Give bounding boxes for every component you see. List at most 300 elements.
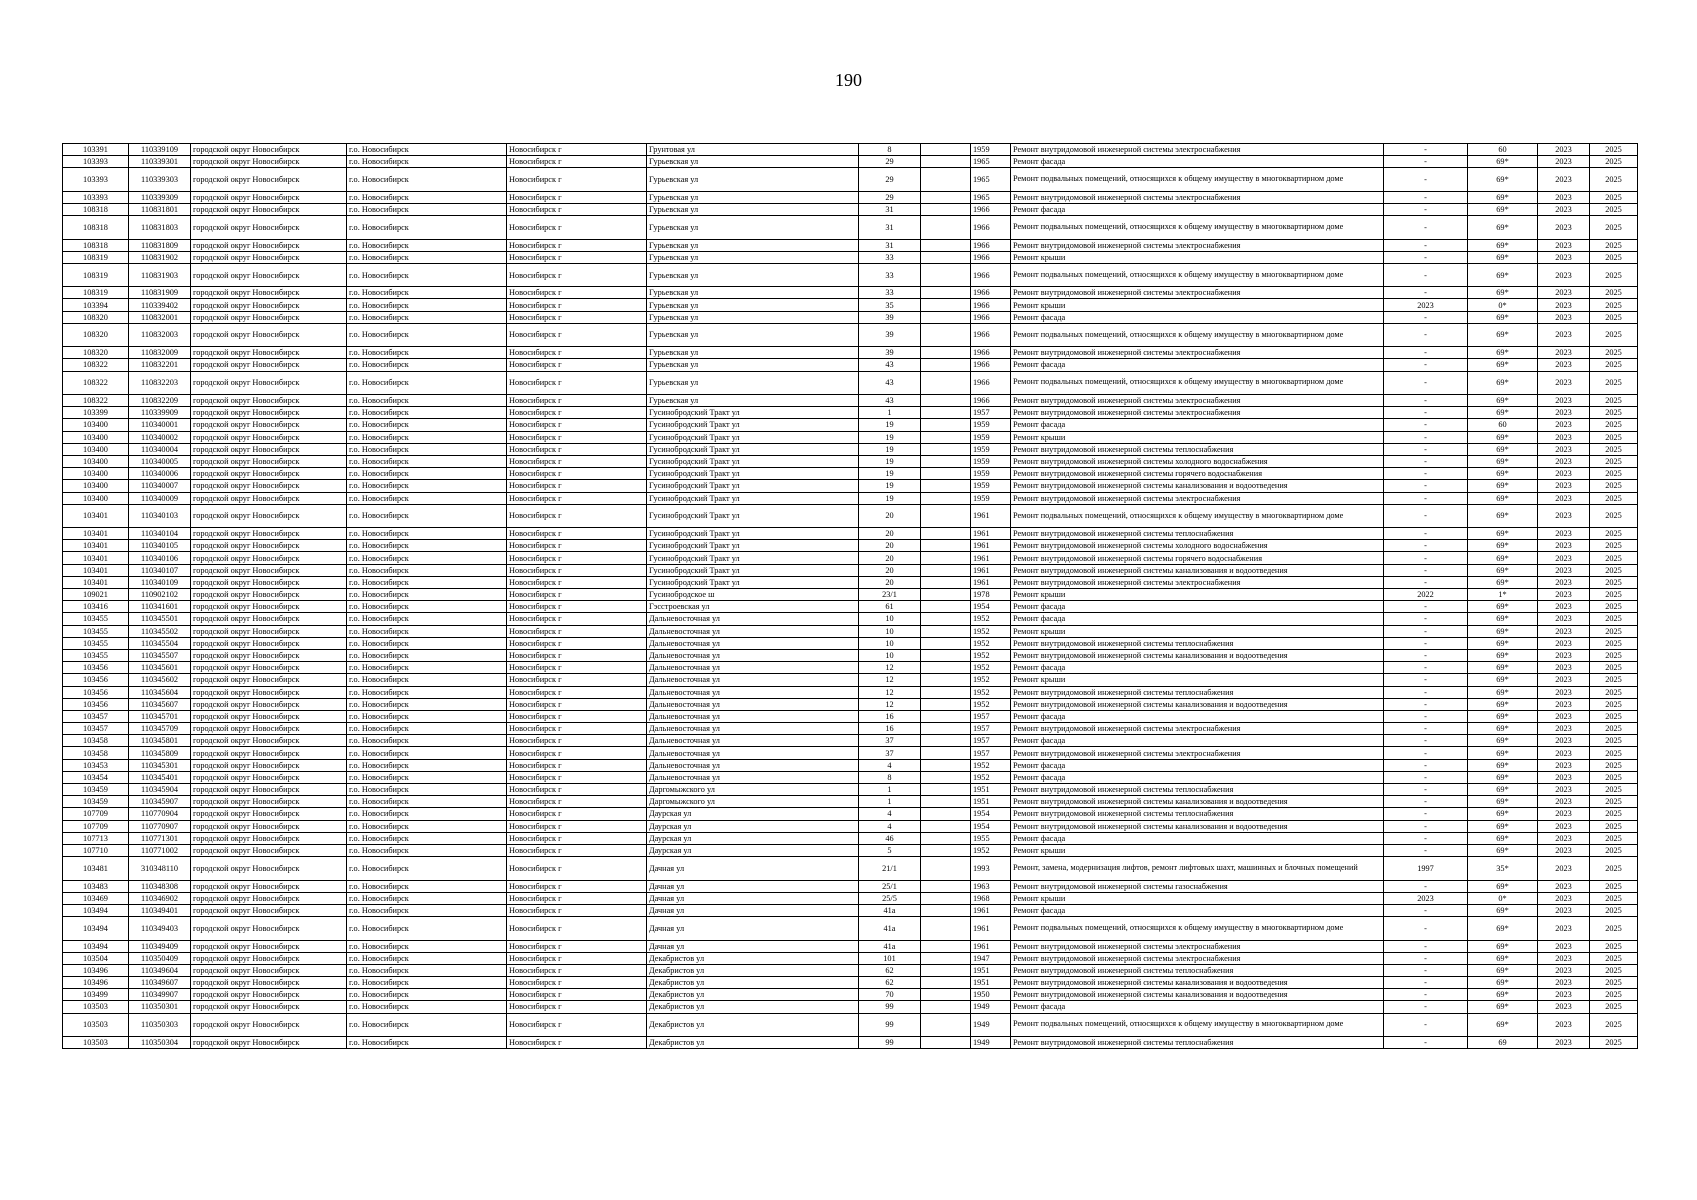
cell-house-number: 33 bbox=[859, 263, 921, 286]
cell-municipality: городской округ Новосибирск bbox=[191, 1013, 347, 1036]
cell-street: Гурьевская ул bbox=[647, 156, 859, 168]
cell-plan-end-year: 2025 bbox=[1590, 832, 1638, 844]
cell-building bbox=[921, 203, 971, 215]
cell-wear-percent: 69* bbox=[1468, 952, 1538, 964]
cell-settlement: Новосибирск г bbox=[507, 552, 647, 564]
cell-settlement: Новосибирск г bbox=[507, 989, 647, 1001]
cell-street: Гурьевская ул bbox=[647, 168, 859, 191]
table-row bbox=[63, 540, 1638, 552]
cell-last-repair-year: - bbox=[1384, 144, 1468, 156]
cell-house-id: 103496 bbox=[63, 964, 129, 976]
cell-district: г.о. Новосибирск bbox=[347, 698, 507, 710]
cell-municipality: городской округ Новосибирск bbox=[191, 735, 347, 747]
cell-municipality: городской округ Новосибирск bbox=[191, 796, 347, 808]
cell-settlement: Новосибирск г bbox=[507, 723, 647, 735]
cell-work-id: 110349409 bbox=[129, 940, 191, 952]
cell-work-id: 110832003 bbox=[129, 323, 191, 346]
cell-work-id: 110349607 bbox=[129, 977, 191, 989]
cell-plan-start-year: 2023 bbox=[1538, 917, 1590, 940]
cell-work-id: 110339402 bbox=[129, 299, 191, 311]
cell-municipality: городской округ Новосибирск bbox=[191, 662, 347, 674]
cell-plan-start-year: 2023 bbox=[1538, 892, 1590, 904]
cell-work-id: 110340104 bbox=[129, 528, 191, 540]
cell-house-id: 103399 bbox=[63, 407, 129, 419]
cell-street: Дачная ул bbox=[647, 880, 859, 892]
cell-last-repair-year: - bbox=[1384, 808, 1468, 820]
cell-building bbox=[921, 239, 971, 251]
cell-last-repair-year: - bbox=[1384, 710, 1468, 722]
cell-wear-percent: 69* bbox=[1468, 492, 1538, 504]
cell-work-type: Ремонт внутридомовой инженерной системы горячего водоснабжения bbox=[1011, 468, 1384, 480]
cell-work-id: 110340006 bbox=[129, 468, 191, 480]
cell-building bbox=[921, 504, 971, 527]
cell-wear-percent: 69* bbox=[1468, 808, 1538, 820]
cell-street: Декабристов ул bbox=[647, 977, 859, 989]
cell-settlement: Новосибирск г bbox=[507, 347, 647, 359]
table-row bbox=[63, 216, 1638, 239]
cell-house-id: 103416 bbox=[63, 601, 129, 613]
table-row bbox=[63, 443, 1638, 455]
cell-build-year: 1957 bbox=[971, 407, 1011, 419]
cell-plan-end-year: 2025 bbox=[1590, 168, 1638, 191]
cell-municipality: городской округ Новосибирск bbox=[191, 637, 347, 649]
cell-plan-end-year: 2025 bbox=[1590, 808, 1638, 820]
cell-work-type: Ремонт крыши bbox=[1011, 299, 1384, 311]
cell-street: Даурская ул bbox=[647, 808, 859, 820]
cell-work-type: Ремонт, замена, модернизация лифтов, ремонт лифтовых шахт, машинных и блочных помещений bbox=[1011, 857, 1384, 880]
cell-wear-percent: 69* bbox=[1468, 796, 1538, 808]
cell-build-year: 1966 bbox=[971, 359, 1011, 371]
cell-work-type: Ремонт внутридомовой инженерной системы канализования и водоотведения bbox=[1011, 698, 1384, 710]
cell-settlement: Новосибирск г bbox=[507, 359, 647, 371]
cell-settlement: Новосибирск г bbox=[507, 492, 647, 504]
cell-work-type: Ремонт внутридомовой инженерной системы электроснабжения bbox=[1011, 347, 1384, 359]
cell-work-type: Ремонт подвальных помещений, относящихся к общему имуществу в многоквартирном доме bbox=[1011, 917, 1384, 940]
cell-last-repair-year: - bbox=[1384, 239, 1468, 251]
cell-work-id: 110349907 bbox=[129, 989, 191, 1001]
cell-build-year: 1966 bbox=[971, 263, 1011, 286]
cell-street: Гусинобродский Тракт ул bbox=[647, 504, 859, 527]
table-row bbox=[63, 311, 1638, 323]
cell-build-year: 1966 bbox=[971, 251, 1011, 263]
cell-house-number: 62 bbox=[859, 977, 921, 989]
table-row bbox=[63, 239, 1638, 251]
cell-last-repair-year: - bbox=[1384, 191, 1468, 203]
cell-wear-percent: 69* bbox=[1468, 784, 1538, 796]
cell-district: г.о. Новосибирск bbox=[347, 964, 507, 976]
cell-work-type: Ремонт фасада bbox=[1011, 735, 1384, 747]
table-row bbox=[63, 977, 1638, 989]
cell-municipality: городской округ Новосибирск bbox=[191, 468, 347, 480]
cell-build-year: 1966 bbox=[971, 347, 1011, 359]
cell-work-type: Ремонт внутридомовой инженерной системы теплоснабжения bbox=[1011, 964, 1384, 976]
cell-house-number: 29 bbox=[859, 191, 921, 203]
cell-build-year: 1959 bbox=[971, 443, 1011, 455]
table-row bbox=[63, 759, 1638, 771]
cell-house-id: 103400 bbox=[63, 419, 129, 431]
table-row bbox=[63, 735, 1638, 747]
table-row bbox=[63, 419, 1638, 431]
cell-last-repair-year: - bbox=[1384, 287, 1468, 299]
cell-street: Дальневосточная ул bbox=[647, 613, 859, 625]
cell-house-number: 20 bbox=[859, 564, 921, 576]
cell-district: г.о. Новосибирск bbox=[347, 468, 507, 480]
cell-wear-percent: 69* bbox=[1468, 844, 1538, 856]
cell-plan-end-year: 2025 bbox=[1590, 311, 1638, 323]
cell-street: Гусинобродский Тракт ул bbox=[647, 540, 859, 552]
cell-plan-start-year: 2023 bbox=[1538, 832, 1590, 844]
cell-work-type: Ремонт крыши bbox=[1011, 431, 1384, 443]
cell-street: Гусинобродское ш bbox=[647, 589, 859, 601]
cell-plan-start-year: 2023 bbox=[1538, 492, 1590, 504]
cell-work-id: 110832209 bbox=[129, 395, 191, 407]
table-row bbox=[63, 468, 1638, 480]
cell-municipality: городской округ Новосибирск bbox=[191, 686, 347, 698]
cell-municipality: городской округ Новосибирск bbox=[191, 723, 347, 735]
cell-building bbox=[921, 468, 971, 480]
cell-work-id: 110340004 bbox=[129, 443, 191, 455]
cell-house-id: 108322 bbox=[63, 359, 129, 371]
cell-settlement: Новосибирск г bbox=[507, 808, 647, 820]
table-row bbox=[63, 649, 1638, 661]
cell-last-repair-year: 1997 bbox=[1384, 857, 1468, 880]
cell-work-type: Ремонт фасада bbox=[1011, 613, 1384, 625]
cell-street: Дальневосточная ул bbox=[647, 686, 859, 698]
cell-municipality: городской округ Новосибирск bbox=[191, 311, 347, 323]
cell-house-id: 108320 bbox=[63, 323, 129, 346]
cell-building bbox=[921, 443, 971, 455]
cell-last-repair-year: - bbox=[1384, 528, 1468, 540]
cell-last-repair-year: - bbox=[1384, 747, 1468, 759]
cell-street: Дачная ул bbox=[647, 940, 859, 952]
table-row bbox=[63, 504, 1638, 527]
cell-street: Гурьевская ул bbox=[647, 216, 859, 239]
cell-house-number: 41а bbox=[859, 904, 921, 916]
cell-last-repair-year: - bbox=[1384, 662, 1468, 674]
cell-build-year: 1949 bbox=[971, 1013, 1011, 1036]
cell-work-type: Ремонт крыши bbox=[1011, 589, 1384, 601]
cell-house-id: 103400 bbox=[63, 468, 129, 480]
cell-municipality: городской округ Новосибирск bbox=[191, 347, 347, 359]
cell-settlement: Новосибирск г bbox=[507, 156, 647, 168]
cell-house-number: 4 bbox=[859, 820, 921, 832]
cell-work-id: 310348110 bbox=[129, 857, 191, 880]
cell-work-type: Ремонт фасада bbox=[1011, 601, 1384, 613]
cell-work-id: 110345301 bbox=[129, 759, 191, 771]
cell-work-type: Ремонт внутридомовой инженерной системы электроснабжения bbox=[1011, 940, 1384, 952]
cell-work-type: Ремонт подвальных помещений, относящихся к общему имуществу в многоквартирном доме bbox=[1011, 504, 1384, 527]
cell-plan-start-year: 2023 bbox=[1538, 735, 1590, 747]
cell-last-repair-year: - bbox=[1384, 504, 1468, 527]
cell-work-id: 110345401 bbox=[129, 771, 191, 783]
cell-street: Гусинобродский Тракт ул bbox=[647, 492, 859, 504]
cell-work-id: 110349403 bbox=[129, 917, 191, 940]
cell-street: Декабристов ул bbox=[647, 1001, 859, 1013]
cell-building bbox=[921, 371, 971, 394]
cell-work-id: 110341601 bbox=[129, 601, 191, 613]
cell-house-id: 103400 bbox=[63, 455, 129, 467]
cell-municipality: городской округ Новосибирск bbox=[191, 576, 347, 588]
cell-wear-percent: 0* bbox=[1468, 299, 1538, 311]
cell-work-id: 110832201 bbox=[129, 359, 191, 371]
cell-plan-start-year: 2023 bbox=[1538, 239, 1590, 251]
cell-build-year: 1951 bbox=[971, 796, 1011, 808]
cell-work-id: 110345502 bbox=[129, 625, 191, 637]
cell-building bbox=[921, 917, 971, 940]
cell-last-repair-year: - bbox=[1384, 216, 1468, 239]
cell-build-year: 1966 bbox=[971, 239, 1011, 251]
cell-municipality: городской округ Новосибирск bbox=[191, 759, 347, 771]
cell-house-number: 8 bbox=[859, 144, 921, 156]
cell-house-id: 108319 bbox=[63, 287, 129, 299]
cell-building bbox=[921, 710, 971, 722]
cell-settlement: Новосибирск г bbox=[507, 443, 647, 455]
cell-house-id: 103401 bbox=[63, 528, 129, 540]
cell-building bbox=[921, 892, 971, 904]
cell-last-repair-year: - bbox=[1384, 552, 1468, 564]
cell-street: Дачная ул bbox=[647, 892, 859, 904]
cell-wear-percent: 69* bbox=[1468, 1013, 1538, 1036]
cell-work-type: Ремонт внутридомовой инженерной системы электроснабжения bbox=[1011, 287, 1384, 299]
cell-work-id: 110770907 bbox=[129, 820, 191, 832]
cell-build-year: 1966 bbox=[971, 371, 1011, 394]
cell-plan-end-year: 2025 bbox=[1590, 649, 1638, 661]
cell-municipality: городской округ Новосибирск bbox=[191, 904, 347, 916]
cell-wear-percent: 69* bbox=[1468, 468, 1538, 480]
cell-street: Дальневосточная ул bbox=[647, 674, 859, 686]
cell-district: г.о. Новосибирск bbox=[347, 723, 507, 735]
cell-settlement: Новосибирск г bbox=[507, 419, 647, 431]
cell-settlement: Новосибирск г bbox=[507, 395, 647, 407]
cell-work-type: Ремонт внутридомовой инженерной системы электроснабжения bbox=[1011, 492, 1384, 504]
cell-plan-start-year: 2023 bbox=[1538, 625, 1590, 637]
cell-work-id: 110832001 bbox=[129, 311, 191, 323]
cell-work-type: Ремонт внутридомовой инженерной системы теплоснабжения bbox=[1011, 686, 1384, 698]
cell-municipality: городской округ Новосибирск bbox=[191, 940, 347, 952]
cell-plan-start-year: 2023 bbox=[1538, 419, 1590, 431]
cell-plan-end-year: 2025 bbox=[1590, 419, 1638, 431]
cell-plan-end-year: 2025 bbox=[1590, 407, 1638, 419]
cell-house-id: 103458 bbox=[63, 735, 129, 747]
cell-last-repair-year: - bbox=[1384, 880, 1468, 892]
cell-work-id: 110340002 bbox=[129, 431, 191, 443]
cell-last-repair-year: - bbox=[1384, 917, 1468, 940]
table-row bbox=[63, 904, 1638, 916]
cell-house-number: 19 bbox=[859, 480, 921, 492]
cell-build-year: 1952 bbox=[971, 698, 1011, 710]
cell-house-number: 20 bbox=[859, 540, 921, 552]
cell-plan-start-year: 2023 bbox=[1538, 407, 1590, 419]
cell-plan-end-year: 2025 bbox=[1590, 964, 1638, 976]
cell-street: Даурская ул bbox=[647, 820, 859, 832]
table-row bbox=[63, 407, 1638, 419]
cell-build-year: 1952 bbox=[971, 686, 1011, 698]
cell-build-year: 1966 bbox=[971, 287, 1011, 299]
cell-house-id: 108320 bbox=[63, 347, 129, 359]
cell-last-repair-year: 2023 bbox=[1384, 892, 1468, 904]
cell-building bbox=[921, 784, 971, 796]
cell-plan-start-year: 2023 bbox=[1538, 952, 1590, 964]
table-row bbox=[63, 168, 1638, 191]
cell-plan-start-year: 2023 bbox=[1538, 857, 1590, 880]
cell-building bbox=[921, 735, 971, 747]
cell-work-type: Ремонт подвальных помещений, относящихся к общему имуществу в многоквартирном доме bbox=[1011, 168, 1384, 191]
cell-house-number: 70 bbox=[859, 989, 921, 1001]
cell-work-id: 110350304 bbox=[129, 1037, 191, 1049]
cell-wear-percent: 69* bbox=[1468, 686, 1538, 698]
cell-street: Гусинобродский Тракт ул bbox=[647, 576, 859, 588]
cell-building bbox=[921, 844, 971, 856]
cell-work-type: Ремонт внутридомовой инженерной системы теплоснабжения bbox=[1011, 528, 1384, 540]
cell-build-year: 1954 bbox=[971, 820, 1011, 832]
cell-building bbox=[921, 287, 971, 299]
cell-house-id: 103481 bbox=[63, 857, 129, 880]
cell-house-id: 107713 bbox=[63, 832, 129, 844]
cell-house-id: 103393 bbox=[63, 156, 129, 168]
cell-house-number: 25/5 bbox=[859, 892, 921, 904]
cell-house-number: 39 bbox=[859, 347, 921, 359]
cell-plan-start-year: 2023 bbox=[1538, 251, 1590, 263]
table-row bbox=[63, 576, 1638, 588]
cell-settlement: Новосибирск г bbox=[507, 455, 647, 467]
cell-municipality: городской округ Новосибирск bbox=[191, 480, 347, 492]
cell-street: Дальневосточная ул bbox=[647, 771, 859, 783]
table-row bbox=[63, 480, 1638, 492]
cell-municipality: городской округ Новосибирск bbox=[191, 540, 347, 552]
cell-plan-start-year: 2023 bbox=[1538, 723, 1590, 735]
cell-wear-percent: 69* bbox=[1468, 880, 1538, 892]
cell-house-number: 16 bbox=[859, 723, 921, 735]
table-row bbox=[63, 287, 1638, 299]
cell-build-year: 1957 bbox=[971, 723, 1011, 735]
cell-house-id: 103456 bbox=[63, 698, 129, 710]
cell-plan-end-year: 2025 bbox=[1590, 480, 1638, 492]
table-row bbox=[63, 832, 1638, 844]
cell-house-number: 4 bbox=[859, 808, 921, 820]
cell-work-id: 110831909 bbox=[129, 287, 191, 299]
cell-house-number: 31 bbox=[859, 239, 921, 251]
cell-district: г.о. Новосибирск bbox=[347, 735, 507, 747]
cell-district: г.о. Новосибирск bbox=[347, 431, 507, 443]
cell-street: Дачная ул bbox=[647, 857, 859, 880]
cell-settlement: Новосибирск г bbox=[507, 940, 647, 952]
cell-settlement: Новосибирск г bbox=[507, 771, 647, 783]
cell-building bbox=[921, 299, 971, 311]
cell-last-repair-year: - bbox=[1384, 904, 1468, 916]
cell-building bbox=[921, 880, 971, 892]
cell-wear-percent: 69* bbox=[1468, 168, 1538, 191]
cell-wear-percent: 69* bbox=[1468, 904, 1538, 916]
cell-plan-end-year: 2025 bbox=[1590, 759, 1638, 771]
cell-settlement: Новосибирск г bbox=[507, 431, 647, 443]
cell-work-type: Ремонт фасада bbox=[1011, 832, 1384, 844]
cell-wear-percent: 69* bbox=[1468, 662, 1538, 674]
cell-building bbox=[921, 723, 971, 735]
cell-district: г.о. Новосибирск bbox=[347, 759, 507, 771]
cell-plan-start-year: 2023 bbox=[1538, 1001, 1590, 1013]
cell-street: Гусинобродский Тракт ул bbox=[647, 431, 859, 443]
cell-street: Гурьевская ул bbox=[647, 203, 859, 215]
cell-district: г.о. Новосибирск bbox=[347, 455, 507, 467]
cell-plan-start-year: 2023 bbox=[1538, 698, 1590, 710]
cell-plan-end-year: 2025 bbox=[1590, 528, 1638, 540]
cell-work-id: 110831803 bbox=[129, 216, 191, 239]
cell-plan-end-year: 2025 bbox=[1590, 1001, 1638, 1013]
cell-house-id: 103494 bbox=[63, 904, 129, 916]
cell-house-id: 103393 bbox=[63, 191, 129, 203]
cell-build-year: 1951 bbox=[971, 784, 1011, 796]
cell-municipality: городской округ Новосибирск bbox=[191, 649, 347, 661]
cell-build-year: 1952 bbox=[971, 771, 1011, 783]
cell-municipality: городской округ Новосибирск bbox=[191, 371, 347, 394]
cell-plan-start-year: 2023 bbox=[1538, 989, 1590, 1001]
cell-building bbox=[921, 625, 971, 637]
cell-house-number: 4 bbox=[859, 759, 921, 771]
cell-plan-start-year: 2023 bbox=[1538, 168, 1590, 191]
cell-plan-start-year: 2023 bbox=[1538, 299, 1590, 311]
cell-work-id: 110340005 bbox=[129, 455, 191, 467]
cell-house-id: 103459 bbox=[63, 796, 129, 808]
cell-street: Дальневосточная ул bbox=[647, 747, 859, 759]
cell-street: Гусинобродский Тракт ул bbox=[647, 552, 859, 564]
cell-municipality: городской округ Новосибирск bbox=[191, 407, 347, 419]
cell-last-repair-year: - bbox=[1384, 735, 1468, 747]
cell-wear-percent: 69* bbox=[1468, 540, 1538, 552]
cell-wear-percent: 69* bbox=[1468, 263, 1538, 286]
table-row bbox=[63, 589, 1638, 601]
cell-plan-start-year: 2023 bbox=[1538, 771, 1590, 783]
cell-last-repair-year: - bbox=[1384, 625, 1468, 637]
cell-settlement: Новосибирск г bbox=[507, 674, 647, 686]
cell-municipality: городской округ Новосибирск bbox=[191, 771, 347, 783]
cell-plan-start-year: 2023 bbox=[1538, 904, 1590, 916]
cell-plan-start-year: 2023 bbox=[1538, 844, 1590, 856]
cell-build-year: 1949 bbox=[971, 1037, 1011, 1049]
cell-work-id: 110345601 bbox=[129, 662, 191, 674]
table-row bbox=[63, 892, 1638, 904]
cell-settlement: Новосибирск г bbox=[507, 613, 647, 625]
cell-last-repair-year: - bbox=[1384, 940, 1468, 952]
cell-municipality: городской округ Новосибирск bbox=[191, 431, 347, 443]
cell-plan-start-year: 2023 bbox=[1538, 455, 1590, 467]
cell-house-number: 43 bbox=[859, 371, 921, 394]
cell-district: г.о. Новосибирск bbox=[347, 977, 507, 989]
cell-work-type: Ремонт внутридомовой инженерной системы канализования и водоотведения bbox=[1011, 796, 1384, 808]
cell-plan-end-year: 2025 bbox=[1590, 191, 1638, 203]
cell-last-repair-year: - bbox=[1384, 468, 1468, 480]
cell-plan-start-year: 2023 bbox=[1538, 311, 1590, 323]
cell-settlement: Новосибирск г bbox=[507, 540, 647, 552]
cell-wear-percent: 69* bbox=[1468, 156, 1538, 168]
cell-plan-start-year: 2023 bbox=[1538, 613, 1590, 625]
cell-house-number: 62 bbox=[859, 964, 921, 976]
cell-house-id: 103401 bbox=[63, 540, 129, 552]
cell-plan-end-year: 2025 bbox=[1590, 613, 1638, 625]
cell-district: г.о. Новосибирск bbox=[347, 589, 507, 601]
cell-plan-start-year: 2023 bbox=[1538, 964, 1590, 976]
cell-house-id: 103394 bbox=[63, 299, 129, 311]
cell-house-id: 103503 bbox=[63, 1013, 129, 1036]
table-row bbox=[63, 784, 1638, 796]
cell-municipality: городской округ Новосибирск bbox=[191, 191, 347, 203]
cell-last-repair-year: - bbox=[1384, 1001, 1468, 1013]
cell-district: г.о. Новосибирск bbox=[347, 359, 507, 371]
cell-street: Дальневосточная ул bbox=[647, 649, 859, 661]
cell-last-repair-year: - bbox=[1384, 601, 1468, 613]
cell-house-id: 108319 bbox=[63, 251, 129, 263]
cell-work-id: 110831902 bbox=[129, 251, 191, 263]
cell-house-id: 109021 bbox=[63, 589, 129, 601]
